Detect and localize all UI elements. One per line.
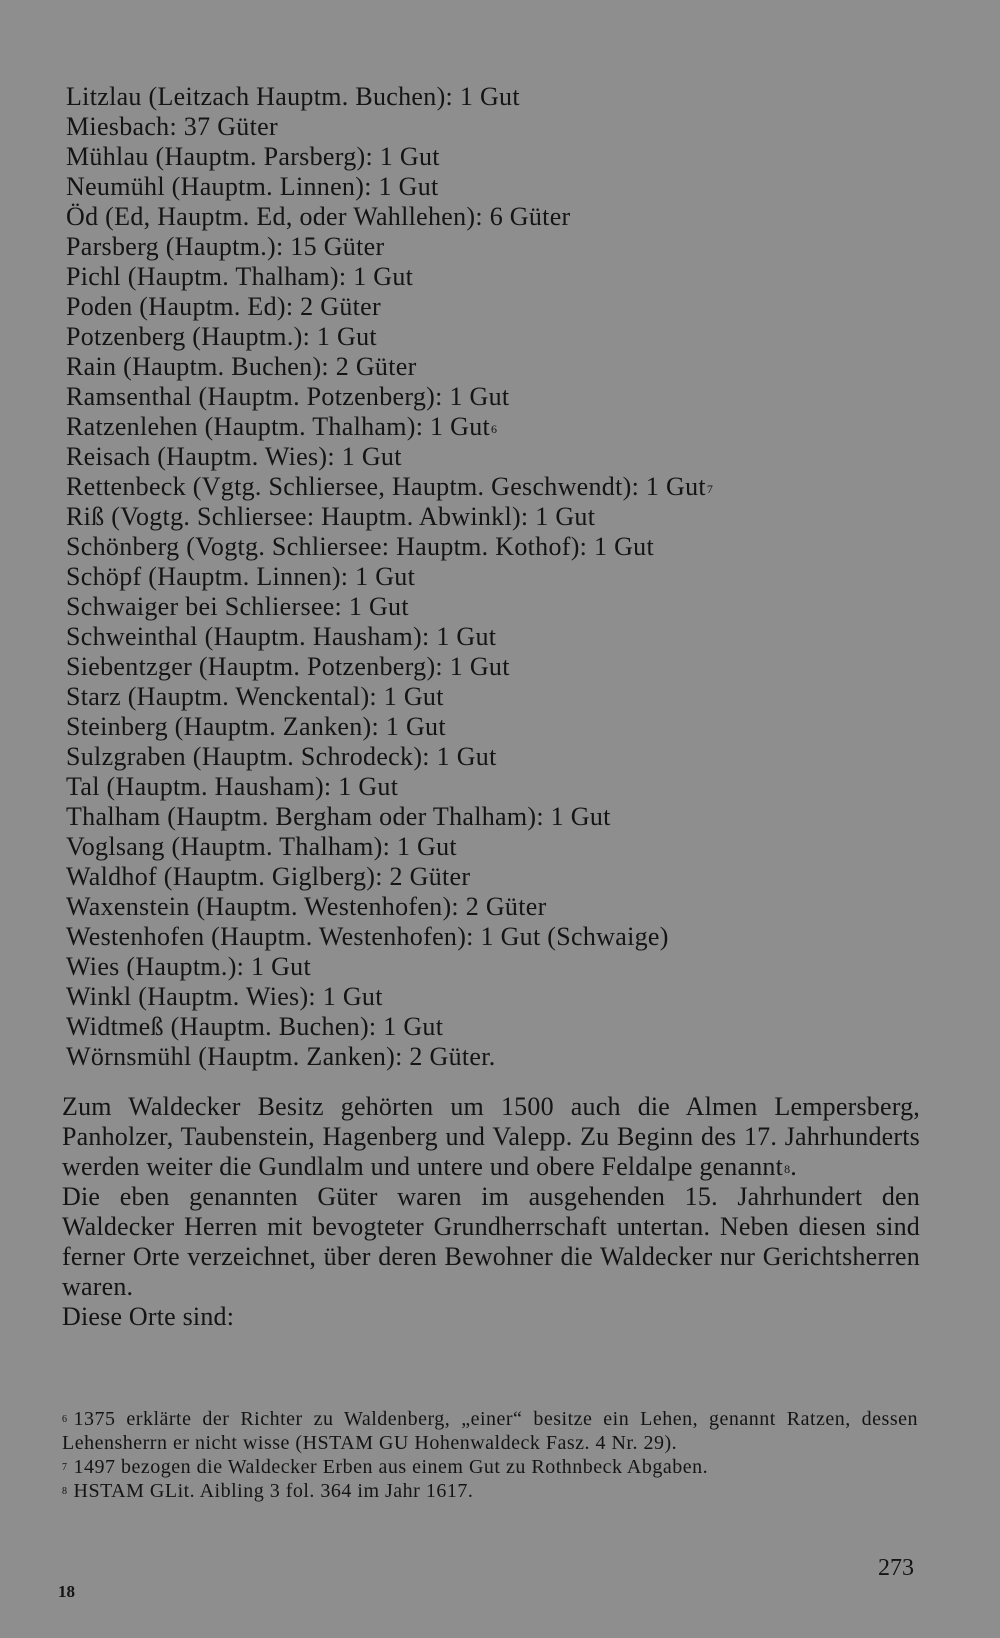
footnote-marker: 8 [784,1162,791,1176]
list-entry [66,832,946,862]
list-entry [66,322,946,352]
list-entry [66,1042,946,1072]
entry-text: Potzenberg (Hauptm.): 1 Gut [66,322,377,351]
entry-text: Schwaiger bei Schliersee: 1 Gut [66,592,409,621]
list-entry [66,382,946,412]
footnotes [62,1407,918,1503]
footnote-marker: 6 [491,422,498,436]
list-entry [66,1012,946,1042]
list-entry [66,892,946,922]
entry-text: Waldhof (Hauptm. Giglberg): 2 Güter [66,862,471,891]
list-entry [66,112,946,142]
paragraph-tail: . [790,1152,797,1181]
entry-text: Voglsang (Hauptm. Thalham): 1 Gut [66,832,457,861]
entry-text: Schöpf (Hauptm. Linnen): 1 Gut [66,562,416,591]
entry-text: Litzlau (Leitzach Hauptm. Buchen): 1 Gut [66,82,520,111]
entry-text: Miesbach: 37 Güter [66,112,278,141]
entry-text: Steinberg (Hauptm. Zanken): 1 Gut [66,712,446,741]
footnote-number: 6 [62,1414,68,1425]
list-entry [66,142,946,172]
list-entry [66,502,946,532]
footnote-marker: 7 [706,482,714,496]
entry-text: Siebentzger (Hauptm. Potzenberg): 1 Gut [66,652,510,681]
list-entry [66,532,946,562]
entry-text: Westenhofen (Hauptm. Westenhofen): 1 Gut (Schwaige) [66,922,669,951]
body-text [62,1092,920,1332]
paragraph-text: Die eben genannten Güter waren im ausgehenden 15. Jahrhundert den Waldecker Herren mit bevogteter Grundherrschaft untertan. Neben diesen sind ferner Orte verzeichnet, über deren Bewohner die Waldecker nur Gerichtsherren waren. [62,1182,920,1301]
entry-text: Neumühl (Hauptm. Linnen): 1 Gut [66,172,439,201]
paragraph-text: Zum Waldecker Besitz gehörten um 1500 auch die Almen Lempersberg, Panholzer, Taubenstein, Hagenberg und Valepp. Zu Beginn des 17. Jahrhunderts werden weiter die Gundlalm und untere und obere Feldalpe genannt [62,1092,920,1181]
estate-list [66,82,946,1072]
list-entry [66,862,946,892]
paragraph-text: Diese Orte sind: [62,1302,235,1331]
list-entry [66,442,946,472]
list-entry [66,742,946,772]
footnote-text: HSTAM GLit. Aibling 3 fol. 364 im Jahr 1617. [73,1480,474,1502]
list-entry [66,922,946,952]
list-entry [66,952,946,982]
list-entry [66,562,946,592]
entry-text: Öd (Ed, Hauptm. Ed, oder Wahllehen): 6 Güter [66,202,571,231]
paragraph [62,1182,920,1302]
list-entry [66,682,946,712]
signature-number: 18 [58,1582,75,1601]
list-entry [66,622,946,652]
list-entry [66,982,946,1012]
entry-text: Wörnsmühl (Hauptm. Zanken): 2 Güter. [66,1042,496,1071]
entry-text: Poden (Hauptm. Ed): 2 Güter [66,292,381,321]
list-entry [66,472,946,502]
entry-text: Widtmeß (Hauptm. Buchen): 1 Gut [66,1012,444,1041]
footnote [62,1479,918,1503]
entry-text: Pichl (Hauptm. Thalham): 1 Gut [66,262,414,291]
entry-text: Parsberg (Hauptm.): 15 Güter [66,232,385,261]
list-entry [66,352,946,382]
list-entry [66,202,946,232]
footnote-text: 1375 erklärte der Richter zu Waldenberg, „einer“ besitze ein Lehen, genannt Ratzen, dessen Lehensherrn er nicht wisse (HSTAM GU Hohenwaldeck Fasz. 4 Nr. 29). [62,1408,918,1454]
entry-text: Starz (Hauptm. Wenckental): 1 Gut [66,682,444,711]
footnote-number: 7 [62,1462,68,1473]
list-entry [66,172,946,202]
entry-text: Riß (Vogtg. Schliersee: Hauptm. Abwinkl): 1 Gut [66,502,596,531]
footnote [62,1455,918,1479]
entry-text: Ramsenthal (Hauptm. Potzenberg): 1 Gut [66,382,510,411]
entry-text: Schönberg (Vogtg. Schliersee: Hauptm. Kothof): 1 Gut [66,532,655,561]
entry-text: Mühlau (Hauptm. Parsberg): 1 Gut [66,142,440,171]
entry-text: Thalham (Hauptm. Bergham oder Thalham): 1 Gut [66,802,611,831]
list-entry [66,712,946,742]
entry-text: Sulzgraben (Hauptm. Schrodeck): 1 Gut [66,742,497,771]
list-entry [66,412,946,442]
paragraph [62,1092,920,1182]
entry-text: Rettenbeck (Vgtg. Schliersee, Hauptm. Geschwendt): 1 Gut [66,472,706,501]
entry-text: Rain (Hauptm. Buchen): 2 Güter [66,352,417,381]
entry-text: Tal (Hauptm. Hausham): 1 Gut [66,772,399,801]
list-entry [66,292,946,322]
entry-text: Schweinthal (Hauptm. Hausham): 1 Gut [66,622,497,651]
list-entry [66,772,946,802]
footnote [62,1407,918,1455]
entry-text: Waxenstein (Hauptm. Westenhofen): 2 Güter [66,892,547,921]
list-entry [66,652,946,682]
list-entry [66,232,946,262]
footnote-text: 1497 bezogen die Waldecker Erben aus einem Gut zu Rothnbeck Abgaben. [73,1456,709,1478]
entry-text: Winkl (Hauptm. Wies): 1 Gut [66,982,383,1011]
page-number: 273 [878,1555,914,1581]
list-entry [66,802,946,832]
list-entry [66,82,946,112]
list-entry [66,592,946,622]
footnote-number: 8 [62,1486,68,1497]
entry-text: Reisach (Hauptm. Wies): 1 Gut [66,442,402,471]
entry-text: Ratzenlehen (Hauptm. Thalham): 1 Gut [66,412,491,441]
list-entry [66,262,946,292]
paragraph [62,1302,920,1332]
entry-text: Wies (Hauptm.): 1 Gut [66,952,311,981]
